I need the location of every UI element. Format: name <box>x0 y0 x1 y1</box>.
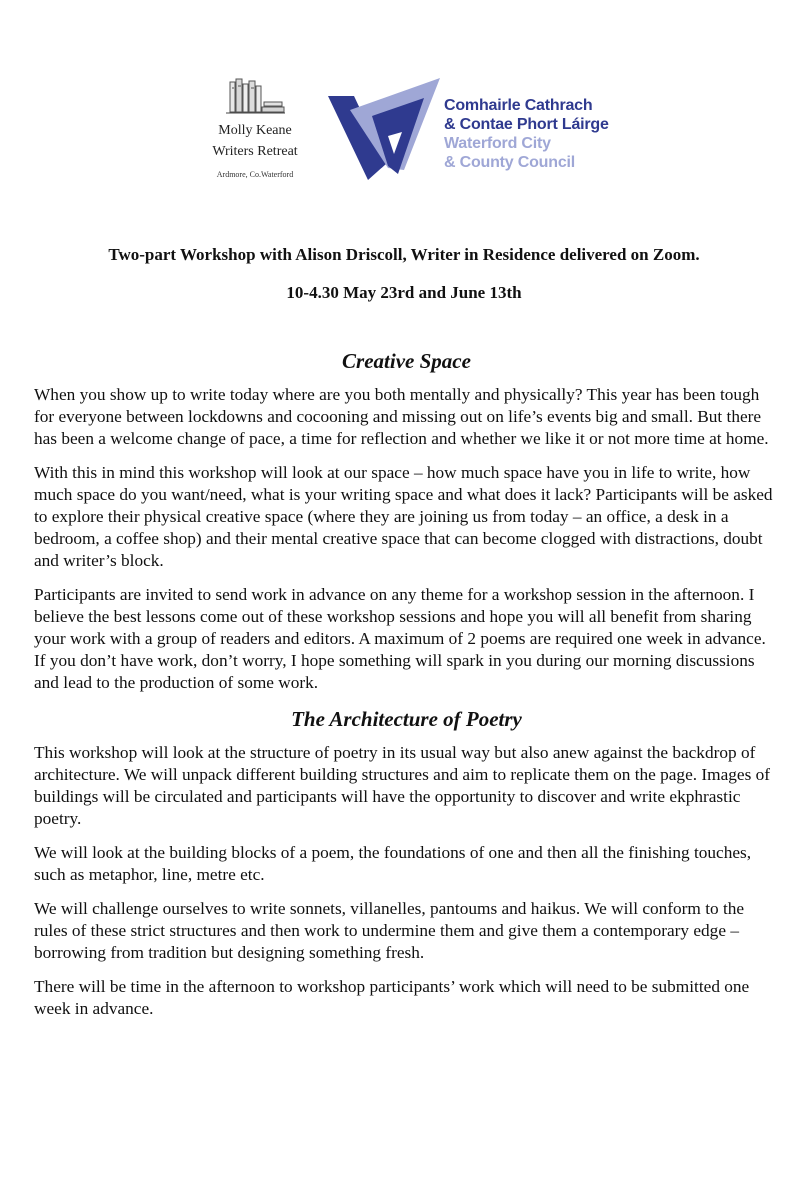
paragraph: When you show up to write today where are you both mentally and physically? This year has been tough for everyone between lockdowns and cocooning and missing out on life’s events big and small. But there has been a welcome change of pace, a time for reflection and whether we like it or not more time at home. <box>34 385 769 448</box>
document-body <box>34 348 779 1032</box>
workshop-dates: 10-4.30 May 23rd and June 13th <box>286 283 522 302</box>
council-english-line2: & County Council <box>444 154 576 171</box>
molly-keane-logo <box>190 76 320 179</box>
w-mark-icon <box>328 76 444 186</box>
molly-keane-name-line2: Writers Retreat <box>212 144 298 159</box>
council-logo-text <box>444 96 609 172</box>
paragraph: There will be time in the afternoon to workshop participants’ work which will need to be submitted one week in advance. <box>34 977 750 1018</box>
council-english-line1: Waterford City <box>444 135 551 152</box>
header-logos <box>0 0 808 200</box>
paragraph: With this in mind this workshop will look at our space – how much space have you in life to write, how much space do you want/need, what is your writing space and what does it lack? Participants will be asked to explore their physical creative space (where they are joining us from today – an office, a desk in a bedroom, a coffee shop) and their mental creative space that can become clogged with distractions, doubt and writer’s block. <box>34 463 773 570</box>
molly-keane-name <box>190 120 320 162</box>
paragraph: We will look at the building blocks of a poem, the foundations of one and then all the finishing touches, such as metaphor, line, metre etc. <box>34 843 752 884</box>
paragraph: Participants are invited to send work in advance on any theme for a workshop session in the afternoon. I believe the best lessons come out of these workshop sessions and hope you will all benefit from sharing your work with a group of readers and editors. A maximum of 2 poems are required one week in advance. If you don’t have work, don’t worry, I hope something will spark in you during our morning discussions and lead to the production of some work. <box>34 585 766 692</box>
paragraph: This workshop will look at the structure of poetry in its usual way but also anew against the backdrop of architecture. We will unpack different building structures and aim to replicate them on the page. Images of buildings will be circulated and participants will have the opportunity to discover and write ekphrastic poetry. <box>34 743 771 828</box>
paragraph: We will challenge ourselves to write sonnets, villanelles, pantoums and haikus. We will conform to the rules of these strict structures and then work to undermine them and give them a contemporary edge – borrowing from tradition but designing something fresh. <box>34 899 745 962</box>
council-irish-line1: Comhairle Cathrach <box>444 97 593 114</box>
section-title-architecture-of-poetry: The Architecture of Poetry <box>291 707 522 731</box>
molly-keane-location: Ardmore, Co.Waterford <box>216 170 294 179</box>
council-irish-line2: & Contae Phort Láirge <box>444 116 609 133</box>
section-title-creative-space: Creative Space <box>342 349 471 373</box>
molly-keane-name-line1: Molly Keane <box>218 123 292 138</box>
books-icon <box>222 76 288 116</box>
workshop-headline: Two-part Workshop with Alison Driscoll, Writer in Residence delivered on Zoom. <box>108 245 700 264</box>
